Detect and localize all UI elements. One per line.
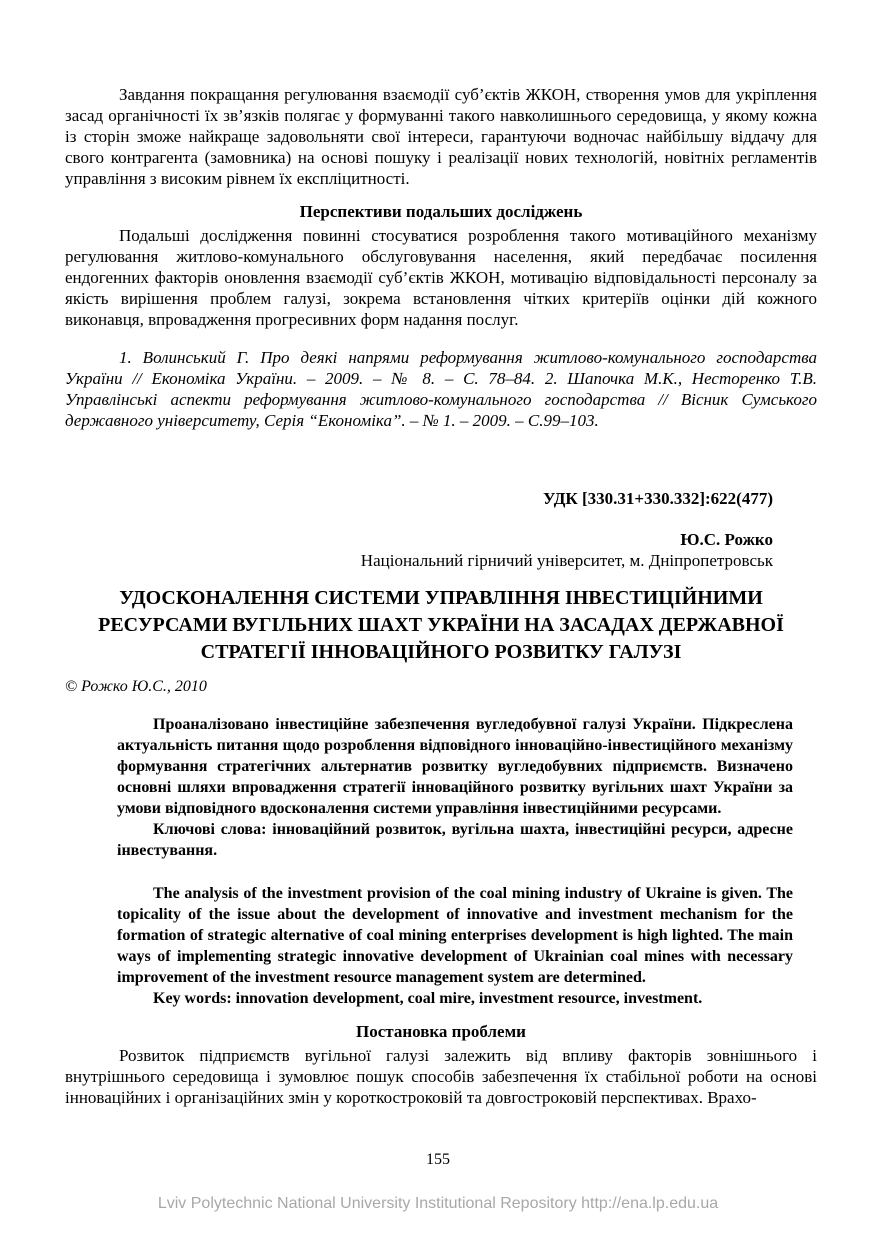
page-content	[65, 0, 817, 1108]
references-list: 1. Волинський Г. Про деякі напрями реформування житлово-комунального господарства України // Економіка України. – 2009. – № 8. – С. 78–84. 2. Шапочка М.К., Несторенко Т.В. Управлінські аспекти реформування житлово-комунального господарства // Вісник Сумського державного університету, Серія “Економіка”. – № 1. – 2009. – С.99–103.	[65, 348, 817, 430]
author-name: Ю.С. Рожко	[680, 530, 773, 549]
udc-code: УДК [330.31+330.332]:622(477)	[542, 489, 773, 508]
abstract-english	[117, 883, 793, 1009]
abstract-en-keywords: Key words: innovation development, coal mire, investment resource, investment.	[153, 990, 703, 1007]
prospects-paragraph: Подальші дослідження повинні стосуватися розроблення такого мотиваційного механізму регулювання житлово-комунального обслуговування населення, який передбачає посилення ендогенних факторів оновлення взаємодії суб’єктів ЖКОН, мотивацію відповідальності персоналу за якість вирішення проблем галузі, зокрема встановлення чітких критеріїв оцінки дій кожного виконавця, впровадження прогресивних форм надання послуг.	[65, 226, 817, 329]
abstract-uk-body: Проаналізовано інвестиційне забезпечення вугледобувної галузі України. Підкреслена актуальність питання щодо розроблення відповідного інноваційно-інвестиційного механізму формування стратегічних альтернатив розвитку вугледобувних підприємств. Визначено основні шляхи впровадження стратегії інноваційного розвитку вугільних шахт України за умови відповідного вдосконалення системи управління інвестиційними ресурсами.	[117, 716, 793, 817]
section-heading-prospects: Перспективи подальших досліджень	[299, 202, 583, 221]
author-affiliation: Національний гірничий університет, м. Дніпропетровськ	[360, 551, 773, 570]
abstract-uk-keywords: Ключові слова: інноваційний розвиток, вугільна шахта, інвестиційні ресурси, адресне інвестування.	[117, 821, 793, 859]
repository-stamp: Lviv Polytechnic National University Institutional Repository http://ena.lp.edu.ua	[157, 1195, 719, 1212]
problem-paragraph: Розвиток підприємств вугільної галузі залежить від впливу факторів зовнішнього і внутрішнього середовища і зумовлює пошук способів забезпечення їх стабільної роботи на основі інноваційних і організаційних змін у короткостроковій та довгостроковій перспективах. Врахо-	[65, 1046, 817, 1107]
abstract-ukrainian	[117, 714, 793, 861]
section-heading-problem: Постановка проблеми	[356, 1022, 526, 1041]
intro-paragraph: Завдання покращання регулювання взаємодії суб’єктів ЖКОН, створення умов для укріплення засад органічності їх зв’язків полягає у формуванні такого навколишнього середовища, у якому кожна із сторін зможе найкраще задовольняти свої інтереси, гарантуючи водночас найбільшу віддачу для свого контрагента (замовника) на основі пошуку і реалізації нових технологій, новітніх регламентів управління з високим рівнем їх експліцитності.	[65, 85, 817, 188]
copyright-notice: © Рожко Ю.С., 2010	[65, 678, 207, 695]
page-number: 155	[426, 1151, 450, 1168]
abstract-en-body: The analysis of the investment provision of the coal mining industry of Ukraine is given. The topicality of the issue about the development of innovative and investment mechanism for the formation of strategic alternative of coal mining enterprises development is high lighted. The main ways of implementing strategic innovative development of Ukrainian coal mines with necessary improvement of the investment resource management system are determined.	[117, 885, 793, 986]
article-title: УДОСКОНАЛЕННЯ СИСТЕМИ УПРАВЛІННЯ ІНВЕСТИЦІЙНИМИ РЕСУРСАМИ ВУГІЛЬНИХ ШАХТ УКРАЇНИ НА ЗАСАДАХ ДЕРЖАВНОЇ СТРАТЕГІЇ ІННОВАЦІЙНОГО РОЗВИТКУ ГАЛУЗІ	[98, 587, 784, 663]
